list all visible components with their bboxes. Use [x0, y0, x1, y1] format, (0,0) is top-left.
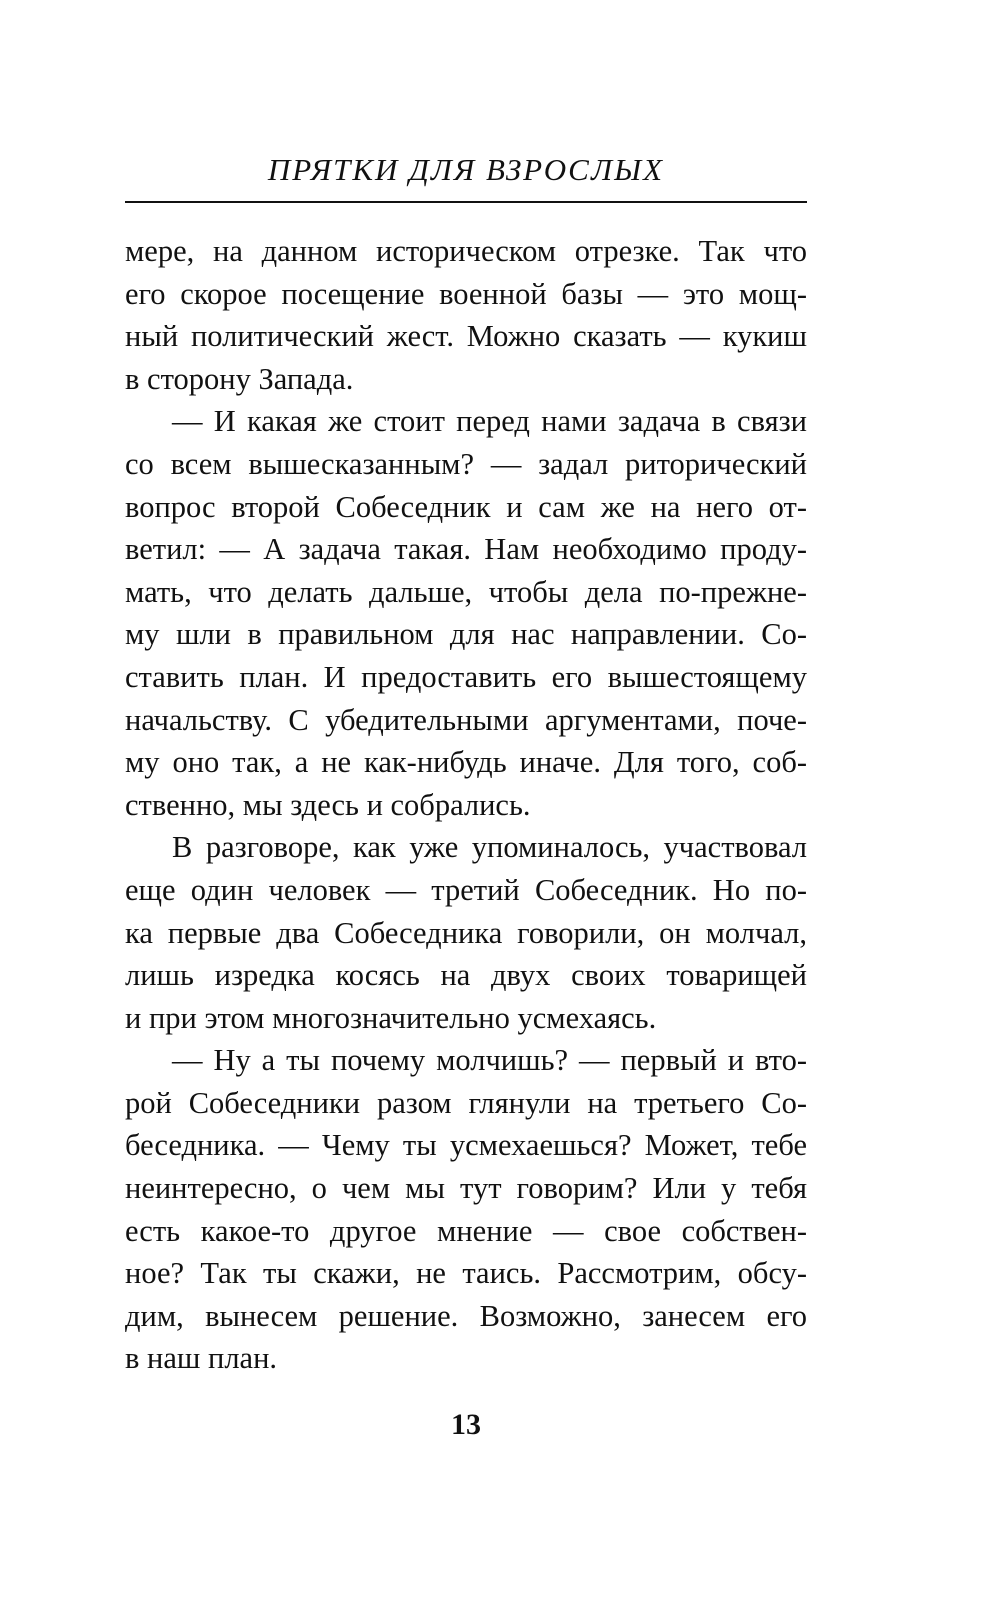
text-line: ставить план. И предоставить его вышестоящему	[125, 659, 807, 694]
text-line: мать, что делать дальше, чтобы дела по-прежне-	[125, 574, 807, 609]
text-line: его скорое посещение военной базы — это мощ-	[125, 276, 807, 311]
text-line: дим, вынесем решение. Возможно, занесем его	[125, 1298, 807, 1333]
header-rule	[125, 201, 807, 203]
text-line: начальству. С убедительными аргументами, поче-	[125, 702, 807, 737]
text-line: мере, на данном историческом отрезке. Так что	[125, 234, 807, 268]
text-line: ное? Так ты скажи, не таись. Рассмотрим, обсу-	[125, 1256, 807, 1291]
text-line: вопрос второй Собеседник и сам же на него от-	[125, 489, 807, 524]
text-line: со всем вышесказанным? — задал риторический	[125, 446, 807, 481]
text-line: ка первые два Собеседника говорили, он молчал,	[125, 915, 807, 950]
text-line: лишь изредка косясь на двух своих товарищей	[125, 958, 807, 993]
running-head-title: ПРЯТКИ ДЛЯ ВЗРОСЛЫХ	[267, 152, 665, 187]
text-line: в сторону Запада.	[125, 361, 354, 396]
body-text	[125, 230, 807, 1380]
text-line: в наш план.	[125, 1341, 278, 1376]
page-number: 13	[451, 1408, 481, 1441]
text-line: ный политический жест. Можно сказать — кукиш	[125, 319, 807, 354]
text-line: рой Собеседники разом глянули на третьего Со-	[125, 1085, 807, 1120]
text-line: неинтересно, о чем мы тут говорим? Или у тебя	[125, 1171, 807, 1206]
text-line: ственно, мы здесь и собрались.	[125, 787, 531, 822]
text-line: ветил: — А задача такая. Нам необходимо проду-	[125, 532, 807, 567]
text-line: и при этом многозначительно усмехаясь.	[125, 1000, 657, 1035]
text-line: — И какая же стоит перед нами задача в связи	[172, 404, 807, 439]
text-line: еще один человек — третий Собеседник. Но по-	[125, 872, 807, 907]
text-line: му шли в правильном для нас направлении. Со-	[125, 617, 807, 652]
text-line: — Ну а ты почему молчишь? — первый и вто-	[172, 1043, 807, 1078]
text-line: му оно так, а не как-нибудь иначе. Для того, соб-	[125, 745, 807, 780]
text-line: В разговоре, как уже упоминалось, участвовал	[172, 830, 807, 865]
text-line: беседника. — Чему ты усмехаешься? Может, тебе	[125, 1128, 807, 1163]
text-line: есть какое-то другое мнение — свое собствен-	[125, 1213, 807, 1248]
